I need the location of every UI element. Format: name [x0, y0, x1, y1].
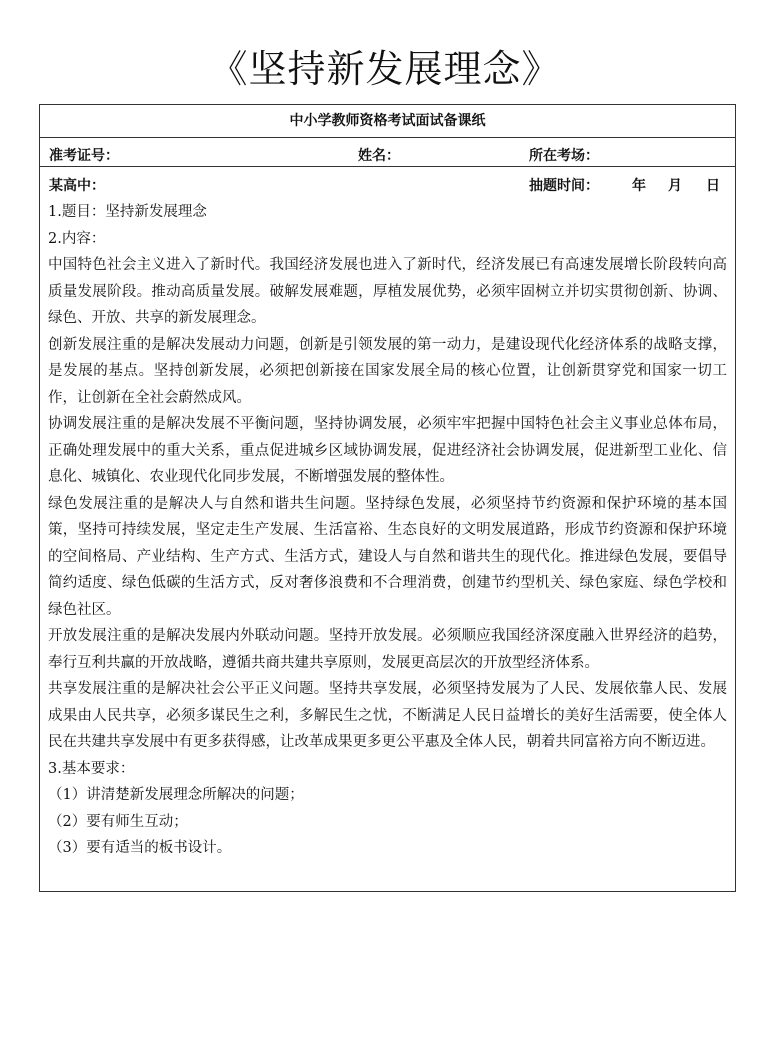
candidate-info-row — [40, 138, 735, 167]
draw-time-label: 抽题时间： — [529, 178, 599, 194]
sheet-body — [40, 168, 735, 862]
lesson-prep-sheet — [39, 104, 736, 892]
sheet-header: 中小学教师资格考试面试备课纸 — [40, 105, 735, 138]
requirements-heading: 3.基本要求： — [48, 760, 135, 777]
exam-venue-label: 所在考场： — [529, 148, 599, 164]
content-heading: 2.内容： — [48, 230, 106, 247]
exam-number-label: 准考证号： — [49, 148, 119, 164]
paragraph-coordination: 协调发展注重的是解决发展不平衡问题，坚持协调发展，必须牢牢把握中国特色社会主义事业总体布局，正确处理发展中的重大关系，重点促进城乡区域协调发展，促进经济社会协调发展，促进新型工业化、信息化、城镇化、农业现代化同步发展，不断增强发展的整体性。 — [48, 416, 727, 485]
requirement-item: （1）讲清楚新发展理念所解决的问题； — [48, 787, 304, 803]
month-label: 月 — [668, 178, 682, 194]
paragraph-green: 绿色发展注重的是解决人与自然和谐共生问题。坚持绿色发展，必须坚持节约资源和保护环境的基本国策，坚持可持续发展，坚定走生产发展、生活富裕、生态良好的文明发展道路，形成节约资源和保护环境的空间格局、产业结构、生产方式、生活方式，建设人与自然和谐共生的现代化。推进绿色发展，要倡导简约适度、绿色低碳的生活方式，反对奢侈浪费和不合理消费，创建节约型机关、绿色家庭、绿色学校和绿色社区。 — [48, 495, 727, 618]
topic-line: 1.题目：坚持新发展理念 — [48, 204, 207, 220]
requirement-item: （2）要有师生互动； — [48, 813, 188, 830]
paragraph-innovation: 创新发展注重的是解决发展动力问题，创新是引领发展的第一动力，是建设现代化经济体系的战略支撑，是发展的基点。坚持创新发展，必须把创新接在国家发展全局的核心位置，让创新贯穿党和国家一切工作，让创新在全社会蔚然成风。 — [48, 336, 727, 406]
school-label: 某高中： — [49, 178, 105, 194]
paragraph-openness: 开放发展注重的是解决发展内外联动问题。坚持开放发展。必须顺应我国经济深度融入世界经济的趋势，奉行互利共赢的开放战略，遵循共商共建共享原则，发展更高层次的开放型经济体系。 — [48, 628, 727, 671]
name-label: 姓名： — [358, 148, 400, 164]
paragraph-intro: 中国特色社会主义进入了新时代。我国经济发展也进入了新时代，经济发展已有高速发展增长阶段转向高质量发展阶段。推动高质量发展。破解发展难题，厚植发展优势，必须牢固树立并切实贯彻创新、协调、绿色、开放、共享的新发展理念。 — [48, 257, 727, 326]
day-label: 日 — [706, 178, 720, 194]
year-label: 年 — [632, 178, 646, 194]
paragraph-sharing: 共享发展注重的是解决社会公平正义问题。坚持共享发展，必须坚持发展为了人民、发展依靠人民、发展成果由人民共享，必须多谋民生之利，多解民生之忧，不断满足人民日益增长的美好生活需要，使全体人民在共建共享发展中有更多获得感，让改革成果更多更公平惠及全体人民，朝着共同富裕方向不断迈进。 — [48, 681, 727, 750]
school-time-row — [48, 171, 727, 199]
requirement-item: （3）要有适当的板书设计。 — [48, 840, 232, 856]
page-title: 《坚持新发展理念》 — [209, 47, 561, 91]
